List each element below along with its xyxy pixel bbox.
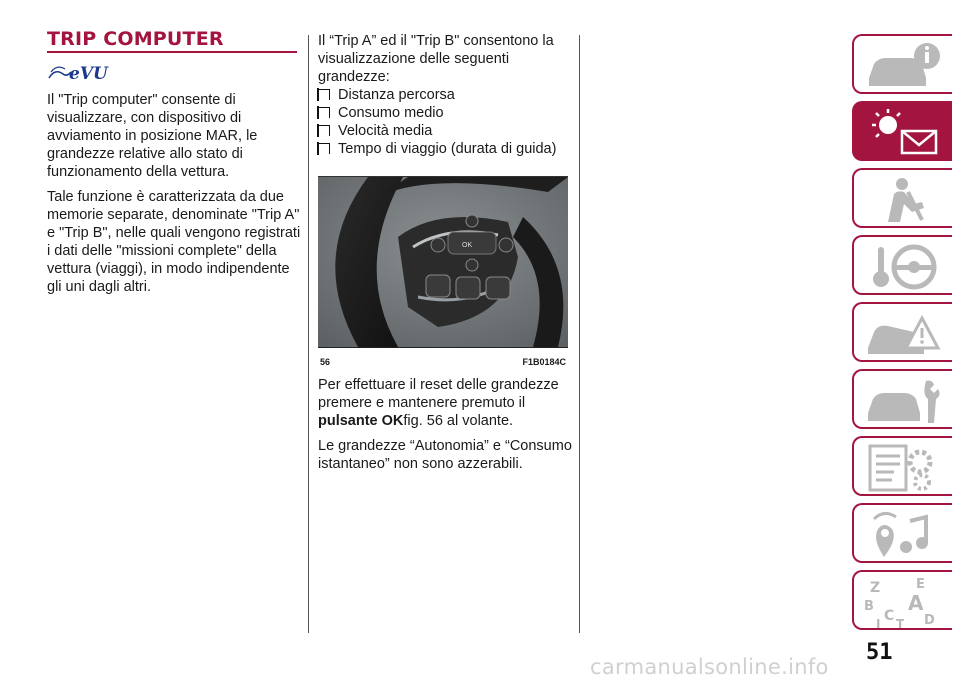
- list-item: Tempo di viaggio (durata di guida): [318, 140, 574, 158]
- car-info-icon: [864, 40, 944, 92]
- bullet-icon: [319, 125, 330, 136]
- tab-multimedia[interactable]: [852, 503, 952, 563]
- trip-column: [318, 32, 574, 480]
- bullet-icon: [319, 89, 330, 100]
- tab-starting-driving[interactable]: [852, 235, 952, 295]
- warning-accident-icon: [864, 308, 944, 360]
- bullet-icon: [319, 143, 330, 154]
- intro-column: [47, 91, 305, 303]
- alphabetical-index-icon: [864, 576, 944, 628]
- column-divider-left: [308, 35, 309, 633]
- watermark: carmanualsonline.info: [590, 655, 829, 679]
- list-item: Distanza percorsa: [318, 86, 574, 104]
- figure-caption: [318, 347, 568, 366]
- svg-text:D: D: [924, 613, 935, 628]
- list-item: Consumo medio: [318, 104, 574, 122]
- evo-version-icon: [47, 58, 111, 89]
- svg-text:I: I: [876, 617, 881, 628]
- ok-button-label: OK: [462, 242, 473, 249]
- svg-text:Z: Z: [870, 580, 881, 596]
- page-number: 51: [866, 640, 893, 665]
- bullet-icon: [319, 107, 330, 118]
- trip-values-list: [318, 86, 574, 158]
- figure-code: F1B0184C: [522, 357, 566, 367]
- ok-button-reference: pulsante OK: [318, 413, 404, 429]
- list-item: Velocità media: [318, 122, 574, 140]
- evo-version-label: eVU: [69, 64, 108, 84]
- section-title: TRIP COMPUTER: [47, 28, 224, 50]
- intro-paragraph-2: Tale funzione è caratterizzata da due memorie separate, denominate "Trip A" e "Trip B", nelle quali vengono registrati i dati delle "missioni complete" della vettura (viaggi), in modo indipendente gli uni dagli altri.: [47, 189, 301, 295]
- technical-data-icon: [864, 442, 944, 494]
- svg-text:A: A: [908, 591, 924, 615]
- tab-technical-data[interactable]: [852, 436, 952, 496]
- figure-number: 56: [320, 357, 331, 367]
- intro-paragraph-1: Il "Trip computer" consente di visualizzare, con dispositivo di avviamento in posizione MAR, le grandezze relative allo stato di funzionamento della vettura.: [47, 92, 258, 180]
- svg-text:C: C: [884, 608, 895, 624]
- steering-wheel-photo: [318, 176, 568, 347]
- column-divider-right: [579, 35, 580, 633]
- svg-text:T: T: [896, 617, 905, 628]
- tab-maintenance[interactable]: [852, 369, 952, 429]
- tab-emergency[interactable]: [852, 302, 952, 362]
- svg-text:B: B: [864, 599, 874, 614]
- car-maintenance-icon: [864, 375, 944, 427]
- title-underline: [47, 51, 297, 53]
- key-steering-wheel-icon: [864, 241, 944, 293]
- seat-safety-icon: [864, 174, 944, 226]
- non-resettable-note: Le grandezze “Autonomia” e “Consumo istantaneo” non sono azzerabili.: [318, 438, 572, 472]
- trip-intro: Il “Trip A” ed il "Trip B" consentono la visualizzazione delle seguenti grandezze:: [318, 33, 554, 85]
- svg-text:E: E: [916, 577, 925, 592]
- multimedia-icon: [864, 509, 944, 561]
- reset-instruction: Per effettuare il reset delle grandezze premere e mantenere premuto il pulsante OKfig. 56 al volante.: [318, 377, 559, 429]
- tab-safety[interactable]: [852, 168, 952, 228]
- tab-dashboard[interactable]: [852, 101, 952, 161]
- dashboard-lights-icon: [864, 107, 944, 159]
- tab-knowing-your-car[interactable]: [852, 34, 952, 94]
- tab-index[interactable]: [852, 570, 952, 630]
